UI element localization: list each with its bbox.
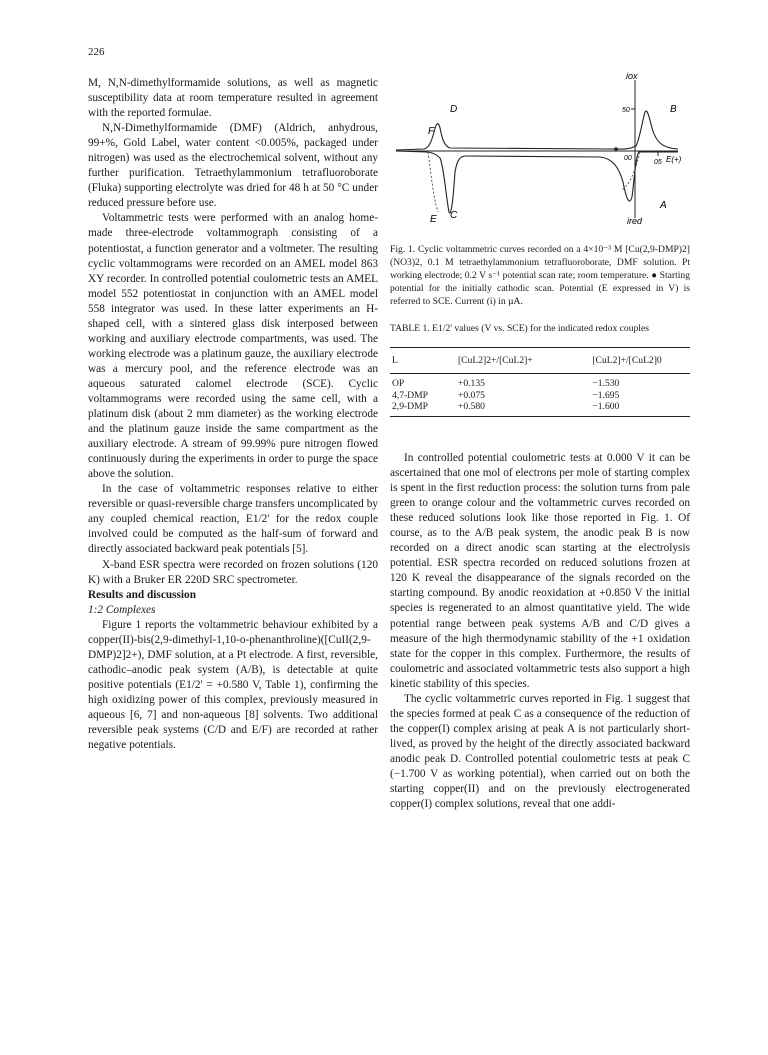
table-cell: +0.075 [457,389,485,401]
table-cell: −1.530 [592,378,620,390]
paragraph: M, N,N-dimethylformamide solutions, as well as magnetic susceptibility data at room temperature resulted in agreement with the reported formulae. [88,77,378,120]
figure-1 [390,72,690,238]
redox-table [390,347,690,417]
column-header: [CuL2]+/[CuL2]0 [558,348,690,374]
table-row [390,390,690,402]
paragraph: N,N-Dimethylformamide (DMF) (Aldrich, anhydrous, 99+%, Gold Label, water content <0.005%, packaged under nitrogen) was used as the electrochemical solvent, without any further purification. Tetraethylammonium tetrafluoroborate (Fluka) supporting electrolyte was dried for 48 h at 50 °C under reduced pressure before use. [88,122,378,210]
label-05: 05 [654,159,662,166]
label-00: 00 [624,155,632,162]
table-header-row [390,348,690,374]
left-column [88,76,378,753]
table-cell: +0.135 [457,378,485,390]
peak-label-f: F [428,126,435,137]
start-point-marker [614,147,618,151]
label-ired: ired [627,216,643,226]
figure-caption: Fig. 1. Cyclic voltammetric curves recorded on a 4×10⁻³ M [Cu(2,9-DMP)2](NO3)2, 0.1 M tetraethylammonium tetrafluoroborate, DMF solution. Pt working electrode; 0.2 V s⁻¹ potential scan rate; room temperature. ● Starting potential for the initially cathodic scan. Potential (E expressed in V) is referred to SCE. Current (i) in µA. [390,244,690,307]
peak-label-e: E [430,214,437,225]
subsection-heading: 1:2 Complexes [88,603,156,616]
label-50: 50 [622,107,630,114]
right-column [390,72,690,812]
label-iox: iox [626,72,638,81]
paragraph: X-band ESR spectra were recorded on frozen solutions (120 K) with a Bruker ER 220D SRC spectrometer. [88,558,378,586]
paragraph: The cyclic voltammetric curves reported in Fig. 1 suggest that the species formed at peak C as a consequence of the reduction of the copper(I) complex arising at peak A is not particularly short-lived, as proved by the height of the directly associated backward anodic peak D. Controlled potential coulometric tests at peak C (−1.700 V as working potential), when carried out on both the starting copper(II) and on the previously electrogenerated copper(I) complex solutions, reveal that one addi- [390,692,690,811]
table-row [390,374,690,390]
table-cell: −1.600 [558,401,690,416]
table-cell: 4,7-DMP [392,389,428,401]
cathodic-trace [396,151,678,213]
paragraph: In controlled potential coulometric tests at 0.000 V it can be ascertained that one mol of electrons per mole of starting complex is spent in the first reduction process: the solution turns from pale green to orange colour and the voltammetric curves recorded on these reduced solutions look like those reported in Fig. 1. Of course, as to the A/B peak system, the anodic peak B is now recorded on a direct anodic scan starting at the electrolysis potential. ESR spectra recorded on reduced solutions frozen at 120 K reveal the disappearance of the signals recorded on the starting compound. By anodic reoxidation at +0.850 V the initial species is regenerated to an almost quantitative yield. The wide potential range between peak systems A/B and C/D gives a measure of the high thermodynamic stability of the +1 oxidation state for the copper in this complex. Furthermore, the results of coulometric and associated voltammetric tests also support a high kinetic stability of this species. [390,451,690,690]
paragraph: Voltammetric tests were performed with an analog home-made three-electrode voltammograph consisting of a potentiostat, a function generator and a voltmeter. The resulting cyclic voltammograms were recorded on an AMEL model 863 XY recorder. In controlled potential coulometric tests an AMEL model 552 potentiostat in conjunction with an AMEL model 558 integrator was used. In these latter experiments an H-shaped cell, with a sintered glass disk interposed between working and auxiliary electrode compartments, was used. The working electrode was a platinum gauze, the auxiliary electrode was a mercury pool, and the reference electrode was an aqueous saturated calomel electrode (SCE). Cyclic voltammograms were recorded using the same cell, with a platinum disk (about 2 mm diameter) as the working electrode and the platinum gauze inside the same compartment as the auxiliary electrode. A stream of 99.99% pure nitrogen flowed continuously during the experiments in order to purge the space above the solution. [88,212,378,481]
table-row [390,401,690,416]
dashed-trace-e [428,152,438,212]
table-cell: OP [392,378,405,390]
paragraph: In the case of voltammetric responses relative to either reversible or quasi-reversible charge transfers uncomplicated by any coupled chemical reaction, E1/2' for the redox couple involved could be computed as the half-sum of forward and directly associated backward peak potentials [5]. [88,483,378,556]
label-e-axis: E(+) [666,155,682,164]
peak-label-b: B [670,104,677,115]
anodic-trace [396,111,678,150]
table-cell: −1.695 [592,389,620,401]
column-header: [CuL2]2+/[CuL2]+ [440,348,558,374]
paragraph: Figure 1 reports the voltammetric behaviour exhibited by a copper(II)-bis(2,9-dimethyl-1,10-o-phenanthroline)([CuII(2,9-DMP)2]2+), DMF solution, at a Pt electrode. A first, reversible, cathodic–anodic peak system (A/B), is detectable at quite positive potentials (E1/2' = +0.580 V, Table 1), confirming the high oxidizing power of this complex, previously measured in aqueous [6, 7] and non-aqueous [8] solvents. Two additional reversible peak systems (C/D and E/F) are recorded at rather negative potentials. [88,618,378,752]
peak-label-d: D [450,104,458,115]
table-caption: TABLE 1. E1/2' values (V vs. SCE) for the indicated redox couples [390,322,649,334]
column-header: L [390,348,440,374]
peak-label-c: C [450,210,458,221]
section-heading: Results and discussion [88,588,196,601]
voltammogram-plot [390,72,690,238]
page-number: 226 [88,46,105,58]
table-cell: +0.580 [440,401,558,416]
table-cell: 2,9-DMP [390,401,440,416]
peak-label-a: A [660,200,667,211]
